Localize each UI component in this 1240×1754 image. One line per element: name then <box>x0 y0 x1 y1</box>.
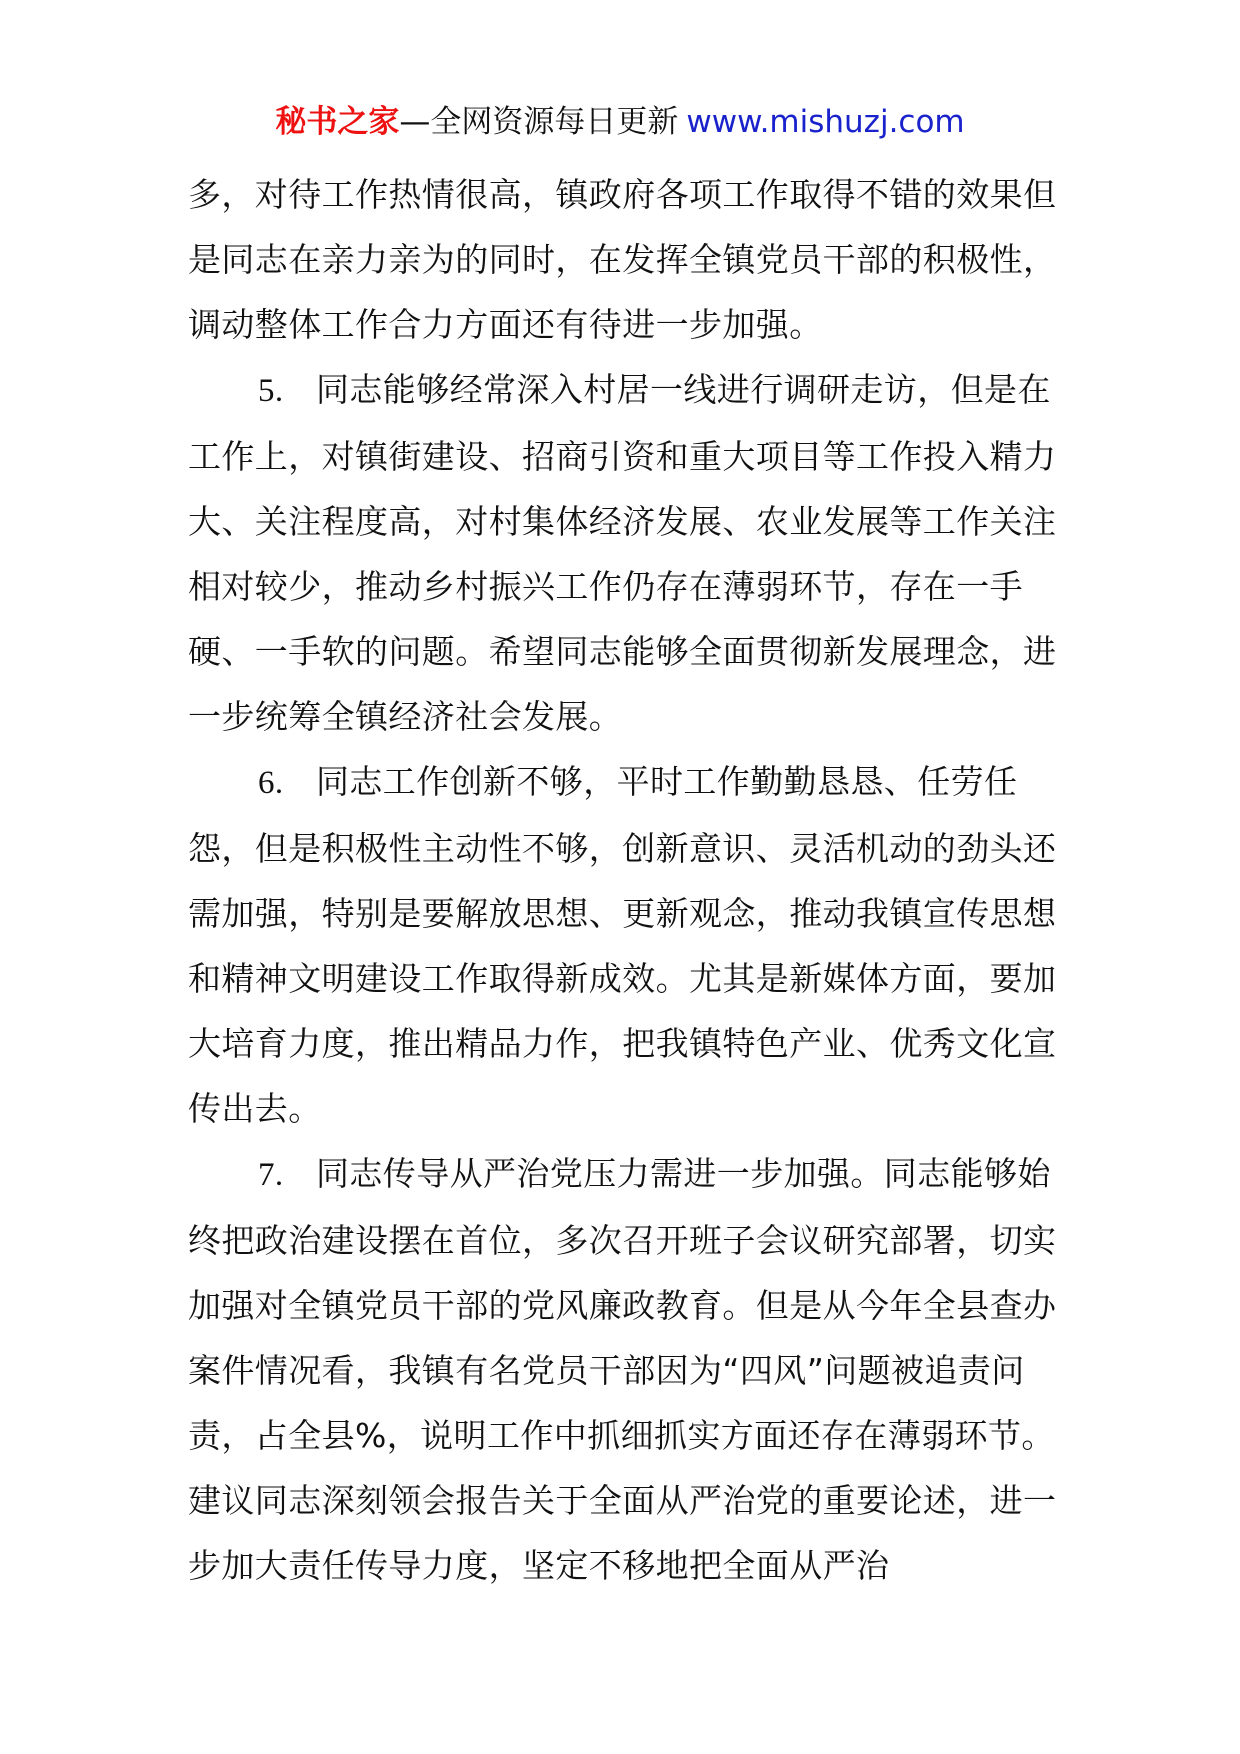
paragraph-item-7 <box>188 1141 1068 1598</box>
paragraph-text: 同志传导从严治党压力需进一步加强。同志能够始终把政治建设摆在首位，多次召开班子会议研究部署，切实加强对全镇党员干部的党风廉政教育。但是从今年全县查办案件情况看，我镇有名党员干部因为“四风”问题被追责问责，占全县%，说明工作中抓细抓实方面还存在薄弱环节。建议同志深刻领会报告关于全面从严治党的重要论述，进一步加大责任传导力度，坚定不移地把全面从严治 <box>188 1154 1057 1585</box>
paragraph-text: 同志能够经常深入村居一线进行调研走访，但是在工作上，对镇街建设、招商引资和重大项目等工作投入精力大、关注程度高，对村集体经济发展、农业发展等工作关注相对较少，推动乡村振兴工作仍存在薄弱环节，存在一手硬、一手软的问题。希望同志能够全面贯彻新发展理念，进一步统筹全镇经济社会发展。 <box>188 370 1057 736</box>
paragraph-text: 多，对待工作热情很高，镇政府各项工作取得不错的效果但是同志在亲力亲为的同时，在发挥全镇党员干部的积极性，调动整体工作合力方面还有待进一步加强。 <box>188 175 1057 344</box>
paragraph-item-6 <box>188 749 1068 1141</box>
site-header <box>0 100 1240 144</box>
header-tagline: —全网资源每日更新 <box>399 104 679 140</box>
paragraph-number: 5. <box>258 373 284 409</box>
paragraph-continued <box>188 162 1068 357</box>
paragraph-number: 7. <box>258 1157 284 1193</box>
paragraph-number: 6. <box>258 765 284 801</box>
paragraph-item-5 <box>188 357 1068 749</box>
brand-name: 秘书之家 <box>275 104 400 140</box>
paragraph-text: 同志工作创新不够，平时工作勤勤恳恳、任劳任怨，但是积极性主动性不够，创新意识、灵活机动的劲头还需加强，特别是要解放思想、更新观念，推动我镇宣传思想和精神文明建设工作取得新成效。尤其是新媒体方面，要加大培育力度，推出精品力作，把我镇特色产业、优秀文化宣传出去。 <box>188 762 1057 1128</box>
site-url-link[interactable]: www.mishuzj.com <box>686 104 965 140</box>
document-body <box>188 162 1068 1598</box>
